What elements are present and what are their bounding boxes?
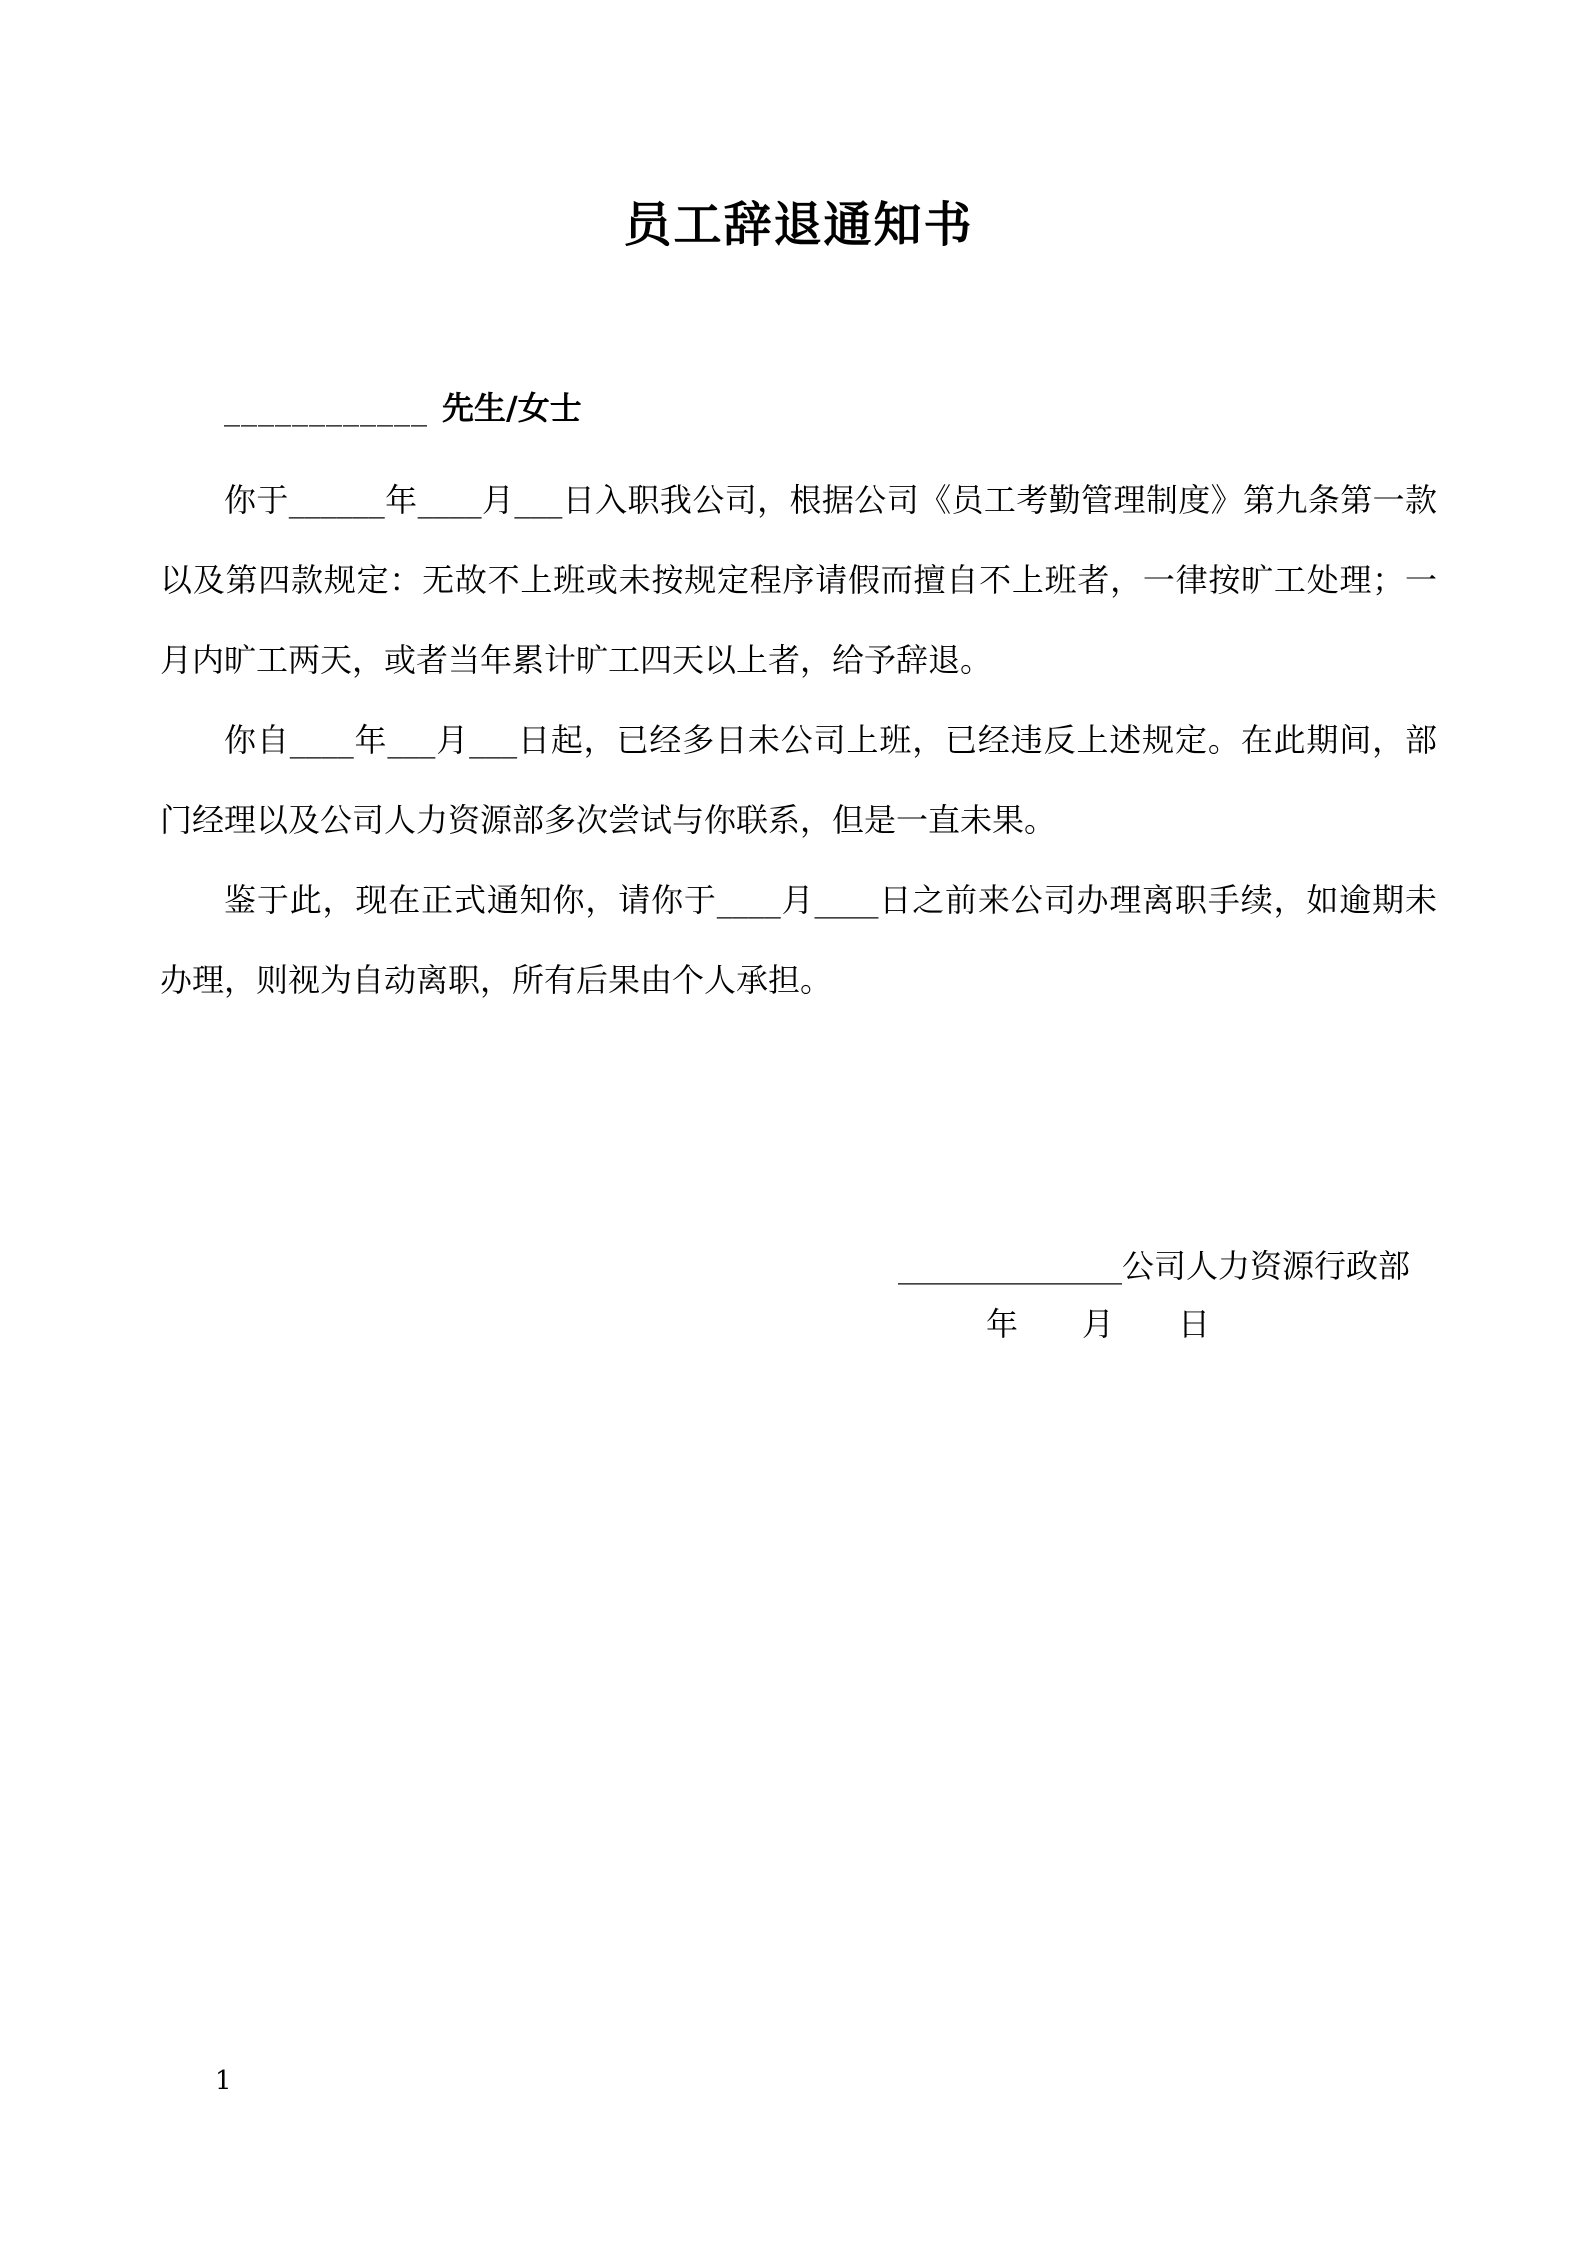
paragraph-absence-violation: 你自____年___月___日起，已经多日未公司上班，已经违反上述规定。在此期间，部门经理以及公司人力资源部多次尝试与你联系，但是一直未果。 xyxy=(160,721,1437,839)
signature-block xyxy=(160,1237,1437,1353)
paragraph-attendance-rules: 你于______年____月___日入职我公司，根据公司《员工考勤管理制度》第九条第一款以及第四款规定：无故不上班或未按规定程序请假而擅自不上班者，一律按旷工处理；一月内旷工两天，或者当年累计旷工四天以上者，给予辞退。 xyxy=(160,481,1437,679)
greeting-line xyxy=(160,380,1437,436)
recipient-honorific: 先生/女士 xyxy=(442,389,582,427)
signature-department-line: ______________公司人力资源行政部 xyxy=(897,1247,1410,1285)
page-number: 1 xyxy=(215,2066,232,2096)
signature-date-line: 年 月 日 xyxy=(985,1305,1210,1343)
paragraph-formal-notice: 鉴于此，现在正式通知你，请你于____月____日之前来公司办理离职手续，如逾期未办理，则视为自动离职，所有后果由个人承担。 xyxy=(160,881,1437,999)
document-title: 员工辞退通知书 xyxy=(623,197,974,253)
recipient-name-blank: ____________ xyxy=(224,389,428,427)
